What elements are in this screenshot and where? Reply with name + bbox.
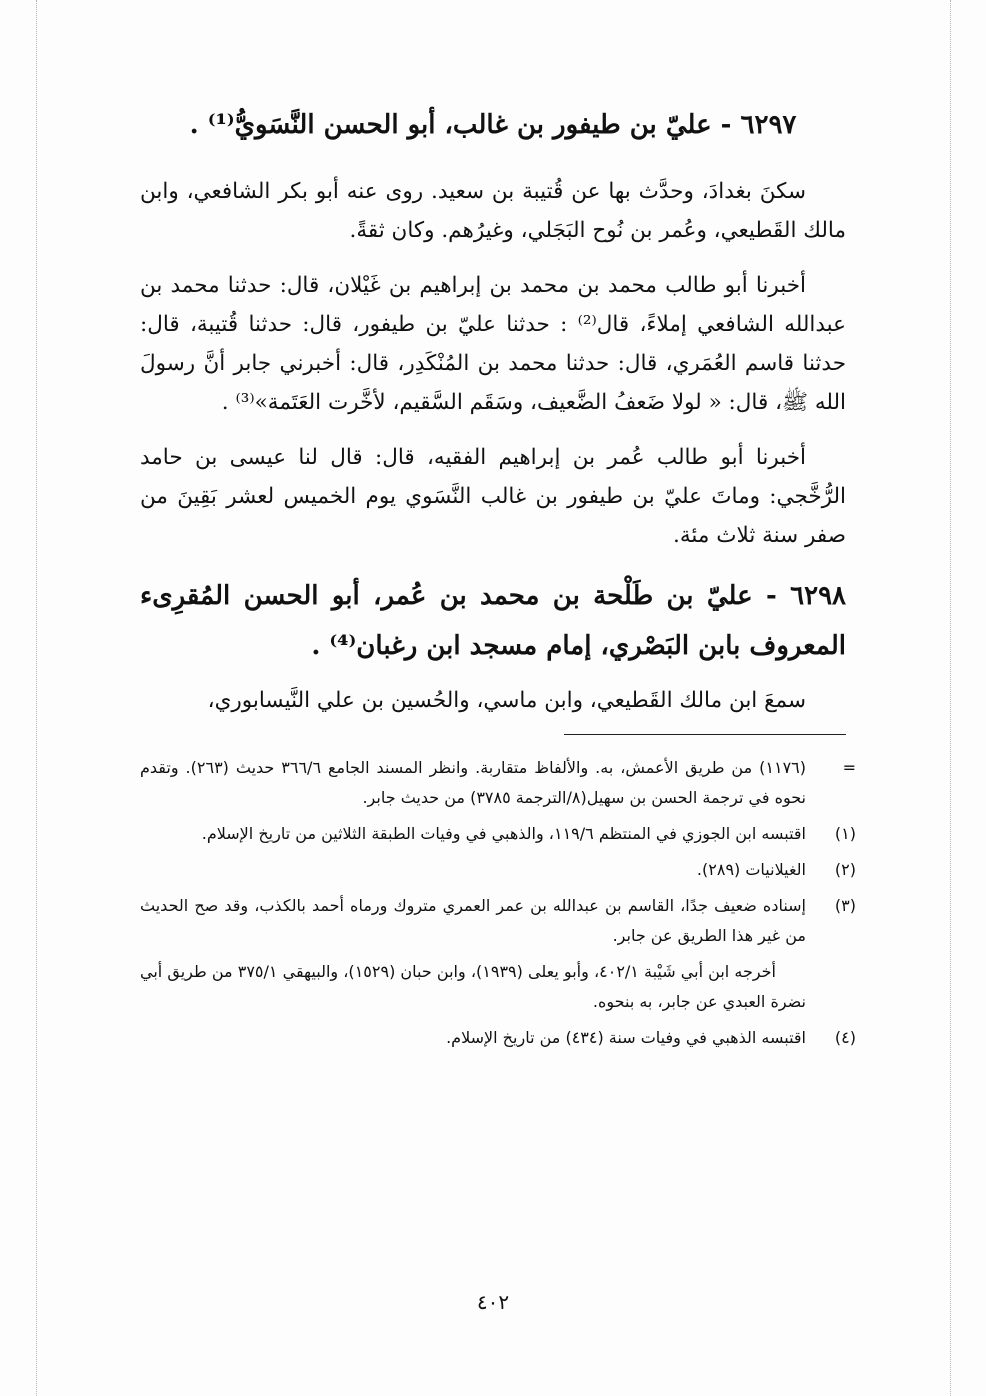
footnotes-section	[140, 753, 856, 1053]
entry-6297-paragraph-3: أخبرنا أبو طالب عُمر بن إبراهيم الفقيه، قال: قال لنا عيسى بن حامد الرُّخَّجي: وماتَ عليّ بن طيفور بن غالب النَّسَوي يوم الخميس لعشر بَقِينَ من صفر سنة ثلاث مئة.	[140, 445, 846, 548]
entry-6297-paragraph-2: أخبرنا أبو طالب محمد بن محمد بن إبراهيم بن غَيْلان، قال: حدثنا محمد بن عبدالله الشافعي إملاءً، قال⁽²⁾ : حدثنا عليّ بن طيفور، قال: حدثنا قُتيبة، قال: حدثنا قاسم العُمَري، قال: حدثنا محمد بن المُنْكَدِر، قال: أخبرني جابر أنَّ رسولَ الله ﷺ، قال: « لولا ضَعفُ الضَّعيف، وسَقَم السَّقيم، لأخَّرت العَتَمة»⁽³⁾ .	[140, 273, 846, 415]
footnote-4-mark: (٤)	[834, 1028, 856, 1047]
page-edge-dotted-line-right	[950, 0, 951, 1396]
footnote-3-continuation: أخرجه ابن أبي شَيْبة ٤٠٢/١، وأبو يعلى (١٩٣٩)، وابن حبان (١٥٢٩)، والبيهقي ٣٧٥/١ من طريق أبي نضرة العبدي عن جابر، به بنحوه.	[140, 962, 806, 1011]
footnote-3-mark: (٣)	[834, 896, 856, 915]
footnote-4	[140, 1023, 856, 1053]
footnote-3-text: إسناده ضعيف جدًا، القاسم بن عبدالله بن عمر العمري متروك ورماه أحمد بالكذب، وقد صح الحديث من غير هذا الطريق عن جابر.	[140, 896, 806, 945]
entry-6298-paragraph-1: سمعَ ابن مالك القَطيعي، وابن ماسي، والحُسين بن علي النَّيسابوري،	[207, 688, 806, 713]
footnote-separator	[564, 734, 846, 735]
footnote-2	[140, 855, 856, 885]
footnote-continuation-mark: =	[842, 758, 856, 777]
footnote-2-mark: (٢)	[834, 860, 856, 879]
footnote-1-mark: (١)	[834, 824, 856, 843]
entry-6297-paragraph-1: سكنَ بغدادَ، وحدَّث بها عن قُتيبة بن سعيد. روى عنه أبو بكر الشافعي، وابن مالك القَطيعي، وعُمر بن نُوح البَجَلي، وغيرُهم. وكان ثقةً.	[140, 179, 846, 243]
footnote-3	[140, 891, 856, 951]
footnote-4-text: اقتبسه الذهبي في وفيات سنة (٤٣٤) من تاريخ الإسلام.	[446, 1028, 806, 1047]
entry-heading-6298: ٦٢٩٨ - عليّ بن طَلْحة بن محمد بن عُمر، أبو الحسن المُقرِىء المعروف بابن البَصْري، إمام مسجد ابن رغبان⁽⁴⁾ .	[140, 581, 846, 661]
footnote-2-text: الغيلانيات (٢٨٩).	[696, 860, 806, 879]
page-number: ٤٠٢	[476, 1290, 510, 1314]
footnote-continuation-text: (١١٧٦) من طريق الأعمش، به. والألفاظ متقاربة. وانظر المسند الجامع ٣٦٦/٦ حديث (٢٦٣). وتقدم نحوه في ترجمة الحسن بن سهيل(٨/الترجمة ٣٧٨٥) من حديث جابر.	[140, 758, 806, 807]
footnote-1-text: اقتبسه ابن الجوزي في المنتظم ١١٩/٦، والذهبي في وفيات الطبقة الثلاثين من تاريخ الإسلام.	[201, 824, 806, 843]
footnote-1	[140, 819, 856, 849]
footnote-continuation	[140, 753, 856, 813]
page-edge-dotted-line-left	[36, 0, 37, 1396]
entry-heading-6297: ٦٢٩٧ - عليّ بن طيفور بن غالب، أبو الحسن النَّسَويُّ⁽¹⁾ .	[189, 110, 797, 140]
main-content	[140, 100, 856, 1059]
